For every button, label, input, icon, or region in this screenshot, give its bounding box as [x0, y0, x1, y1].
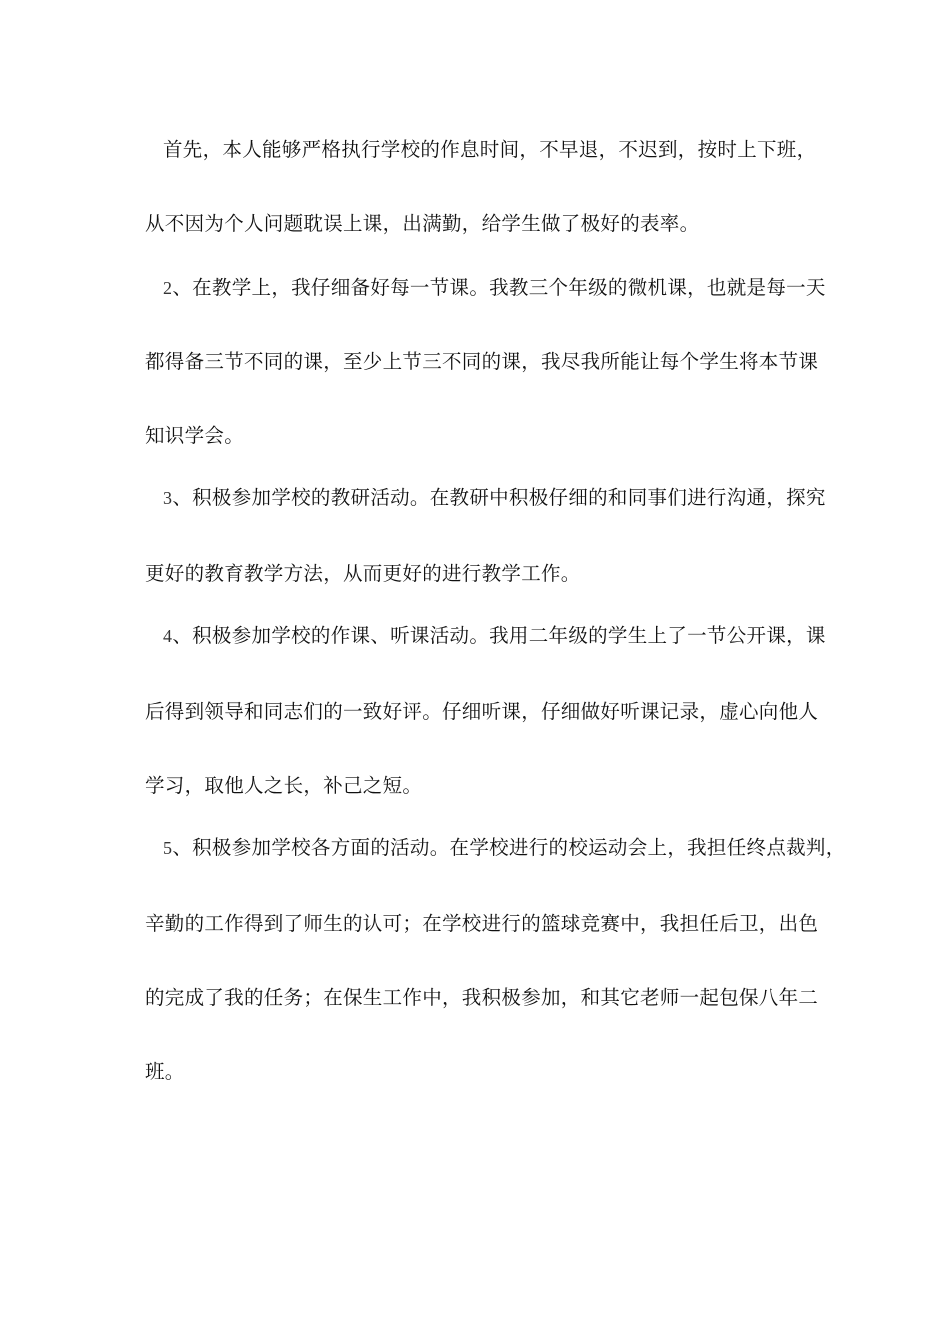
paragraph-4-line-3: 学习，取他人之长，补己之短。 [145, 774, 423, 797]
paragraph-4-line-2: 后得到领导和同志们的一致好评。仔细听课，仔细做好听课记录，虚心向他人 [145, 700, 819, 723]
paragraph-5-line-2: 辛勤的工作得到了师生的认可；在学校进行的篮球竞赛中，我担任后卫，出色 [145, 912, 819, 935]
paragraph-3-line-1: 3、积极参加学校的教研活动。在教研中积极仔细的和同事们进行沟通，探究 [163, 486, 826, 509]
paragraph-4-number: 4 [163, 626, 173, 646]
paragraph-5-line-1: 5、积极参加学校各方面的活动。在学校进行的校运动会上，我担任终点裁判， [163, 836, 846, 859]
paragraph-3-number: 3 [163, 488, 173, 508]
paragraph-5-number: 5 [163, 838, 173, 858]
paragraph-1-line-2: 从不因为个人问题耽误上课，出满勤，给学生做了极好的表率。 [145, 212, 700, 235]
paragraph-5-line-3: 的完成了我的任务；在保生工作中，我积极参加，和其它老师一起包保八年二 [145, 986, 819, 1009]
paragraph-2-line-1: 2、在教学上，我仔细备好每一节课。我教三个年级的微机课，也就是每一天 [163, 276, 826, 299]
paragraph-2-line-3: 知识学会。 [145, 424, 245, 447]
paragraph-1-line-1: 首先，本人能够严格执行学校的作息时间，不早退，不迟到，按时上下班， [163, 138, 817, 161]
paragraph-2-number: 2 [163, 278, 173, 298]
paragraph-2-line-2: 都得备三节不同的课，至少上节三不同的课，我尽我所能让每个学生将本节课 [145, 350, 819, 373]
paragraph-3-line-2: 更好的教育教学方法，从而更好的进行教学工作。 [145, 562, 581, 585]
paragraph-5-line-4: 班。 [145, 1060, 185, 1083]
paragraph-4-line-1: 4、积极参加学校的作课、听课活动。我用二年级的学生上了一节公开课，课 [163, 624, 826, 647]
